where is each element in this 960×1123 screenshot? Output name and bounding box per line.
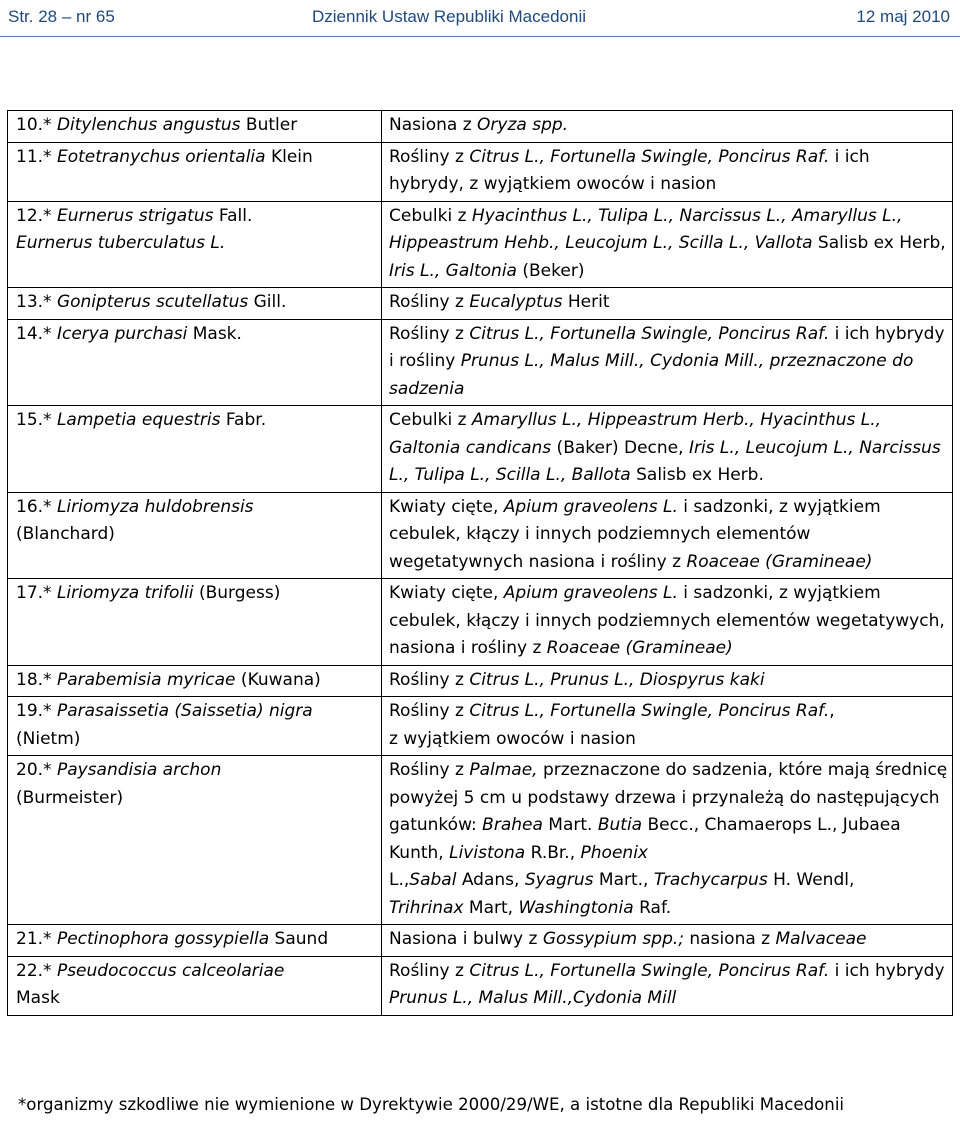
entry-number: 19. (16, 701, 44, 721)
italic-name: Parabemisia myricae (56, 669, 236, 690)
text-run: R.Br., (525, 842, 581, 863)
text-run: , (829, 701, 835, 721)
text-run: i ich hybrydy, z wyjątkiem owoców i nasion (389, 146, 870, 194)
italic-name: Washingtonia (518, 897, 634, 918)
organism-cell: 10.* Ditylenchus angustus Butler (8, 111, 382, 143)
text-run: Cebulki z (389, 205, 472, 226)
text-run: (Burmeister) (16, 787, 124, 808)
table-row (8, 288, 953, 320)
table-row (8, 925, 953, 957)
entry-number: 12. (16, 205, 44, 226)
text-run: Mart, (463, 897, 519, 918)
text-run: Raf. (633, 897, 672, 918)
italic-name: Apium graveolens L. (503, 583, 678, 603)
italic-name: Ditylenchus angustus (56, 115, 241, 135)
table-row (8, 111, 953, 143)
host-cell (382, 111, 953, 143)
italic-name: Apium graveolens L. (503, 496, 678, 517)
text-run: Nasiona z (389, 115, 478, 135)
text-run: i sadzonki, z wyjątkiem cebulek, kłączy i innych podziemnych elementów wegetatywych, nasiona i rośliny z (389, 583, 945, 658)
italic-name: Butia (597, 815, 643, 835)
italic-name: Syagrus (524, 870, 594, 890)
organism-cell: 20.* Paysandisia archon (Burmeister) (8, 756, 382, 925)
pest-table (7, 110, 953, 1016)
italic-name: Citrus L., Prunus L., Diospyrus kaki (469, 669, 765, 690)
host-cell (382, 142, 953, 201)
text-run: nasiona z (684, 929, 776, 949)
italic-name: Eurnerus strigatus (56, 205, 214, 226)
italic-name: Eurnerus tuberculatus L. (16, 233, 226, 253)
italic-name: Paysandisia archon (56, 760, 222, 780)
host-cell (382, 956, 953, 1015)
host-cell (382, 579, 953, 666)
organism-cell: 12.* Eurnerus strigatus Fall. Eurnerus tuberculatus L. (8, 201, 382, 288)
text-run: (Burgess) (193, 583, 281, 603)
entry-number: 10. (16, 115, 44, 135)
text-run: Herit (562, 292, 610, 312)
text-run: Rośliny z (389, 323, 470, 344)
table-row (8, 492, 953, 579)
table-row (8, 697, 953, 756)
table-row (8, 142, 953, 201)
text-run: H. Wendl, (767, 870, 855, 890)
page-header (0, 0, 960, 37)
italic-name: Gossypium spp.; (542, 929, 684, 949)
text-run: z wyjątkiem owoców i nasion (389, 728, 636, 749)
table-row (8, 756, 953, 925)
organism-cell: 13.* Gonipterus scutellatus Gill. (8, 288, 382, 320)
host-cell (382, 288, 953, 320)
italic-name: Gonipterus scutellatus (56, 292, 249, 312)
italic-name: Amaryllus L., Hippeastrum Herb., Hyacinthus L., Galtonia candicans (389, 410, 882, 458)
organism-cell: 22.* Pseudococcus calceolariae Mask (8, 956, 382, 1015)
text-run: L., (389, 870, 410, 890)
host-cell (382, 697, 953, 756)
text-run: Mask (16, 988, 60, 1008)
host-cell (382, 665, 953, 697)
table-row (8, 201, 953, 288)
text-run: Nasiona i bulwy z (389, 929, 543, 949)
italic-name: Prunus L., Malus Mill.,Cydonia Mill (389, 988, 677, 1008)
italic-name: Palmae, (469, 760, 538, 780)
organism-cell: 18.* Parabemisia myricae (Kuwana) (8, 665, 382, 697)
italic-name: Citrus L., Fortunella Swingle, Poncirus Raf. (469, 701, 830, 721)
entry-number: 17. (16, 583, 44, 603)
italic-name: Eotetranychus orientalia (56, 146, 266, 167)
entry-number: 13. (16, 292, 44, 312)
italic-name: Eucalyptus (469, 292, 563, 312)
journal-title: Dziennik Ustaw Republiki Macedonii (312, 7, 587, 26)
text-run: Adans, (456, 870, 525, 890)
host-cell (382, 925, 953, 957)
italic-name: Icerya purchasi (56, 323, 188, 344)
text-run: (Beker) (516, 260, 585, 281)
text-run: Rośliny z (389, 701, 470, 721)
italic-name: Liriomyza huldobrensis (56, 496, 254, 517)
text-run: Gill. (248, 292, 287, 312)
text-run: Fabr. (220, 410, 267, 430)
text-run: Rośliny z (389, 292, 470, 312)
text-run: Mart. (542, 815, 598, 835)
text-run: Kwiaty cięte, (389, 496, 504, 517)
text-run: Rośliny z (389, 960, 470, 981)
italic-name: Prunus L., Malus Mill., Cydonia Mill., przeznaczone do sadzenia (389, 351, 914, 399)
text-run: i sadzonki, z wyjątkiem cebulek, kłączy i innych podziemnych elementów wegetatywnych nasiona i rośliny z (389, 496, 881, 572)
text-run: przeznaczone do sadzenia, które mają średnicę powyżej 5 cm u podstawy drzewa i przynależą do następujących gatunków: (389, 760, 948, 835)
italic-name: Roaceae (Gramineae) (546, 638, 733, 658)
italic-name: Citrus L., Fortunella Swingle, Poncirus Raf. (469, 323, 830, 344)
italic-name: Pectinophora gossypiella (56, 929, 270, 949)
italic-name: Sabal (409, 870, 457, 890)
table-row (8, 665, 953, 697)
text-run: Saund (269, 929, 329, 949)
italic-name: Roaceae (Gramineae) (686, 551, 873, 572)
organism-cell: 17.* Liriomyza trifolii (Burgess) (8, 579, 382, 666)
italic-name: Malvaceae (775, 929, 867, 949)
italic-name: Pseudococcus calceolariae (56, 960, 285, 981)
text-run: Rośliny z (389, 669, 470, 690)
text-run: Rośliny z (389, 760, 470, 780)
text-run: Salisb ex Herb, (812, 233, 946, 253)
text-run: (Baker) Decne, (551, 437, 689, 458)
italic-name: Trihrinax (389, 897, 464, 918)
text-run: (Blanchard) (16, 524, 115, 544)
host-cell (382, 319, 953, 406)
footnote: *organizmy szkodliwe nie wymienione w Dyrektywie 2000/29/WE, a istotne dla Republiki Macedonii (18, 1095, 845, 1114)
table-row (8, 579, 953, 666)
host-cell (382, 756, 953, 925)
italic-name: Citrus L., Fortunella Swingle, Poncirus Raf. (469, 960, 830, 981)
text-run: i ich hybrydy i rośliny (389, 323, 945, 371)
italic-name: Liriomyza trifolii (56, 583, 194, 603)
italic-name: Iris L., Galtonia (389, 260, 517, 281)
italic-name: Livistona (449, 842, 526, 863)
italic-name: Brahea (482, 815, 543, 835)
organism-cell: 14.* Icerya purchasi Mask. (8, 319, 382, 406)
text-run: Butler (240, 115, 298, 135)
host-cell (382, 492, 953, 579)
entry-number: 15. (16, 410, 44, 430)
organism-cell: 19.* Parasaissetia (Saissetia) nigra (Nietm) (8, 697, 382, 756)
entry-number: 21. (16, 929, 44, 949)
organism-cell: 16.* Liriomyza huldobrensis (Blanchard) (8, 492, 382, 579)
italic-name: Parasaissetia (Saissetia) nigra (56, 701, 313, 721)
entry-number: 16. (16, 496, 44, 517)
text-run: Mask. (187, 323, 242, 344)
text-run: (Nietm) (16, 728, 81, 749)
entry-number: 20. (16, 760, 44, 780)
text-run: Mart., (593, 870, 654, 890)
text-run: (Kuwana) (235, 669, 321, 690)
host-cell (382, 406, 953, 493)
entry-number: 22. (16, 960, 44, 981)
table-row (8, 406, 953, 493)
text-run: Salisb ex Herb. (630, 465, 764, 485)
italic-name: Iris L., Leucojum L., Narcissus L., Tulipa L., Scilla L., Ballota (389, 437, 941, 485)
italic-name: Hyacinthus L., Tulipa L., Narcissus L., Amaryllus L., Hippeastrum Hehb., Leucojum L., Scilla L., Vallota (389, 205, 903, 253)
page-number: Str. 28 – nr 65 (8, 7, 115, 26)
organism-cell: 11.* Eotetranychus orientalia Klein (8, 142, 382, 201)
italic-name: Citrus L., Fortunella Swingle, Poncirus Raf. (469, 146, 830, 167)
text-run: Kwiaty cięte, (389, 583, 504, 603)
table-row (8, 319, 953, 406)
text-run: i ich hybrydy (829, 960, 945, 981)
italic-name: Phoenix (580, 842, 648, 863)
entry-number: 14. (16, 323, 44, 344)
host-cell (382, 201, 953, 288)
italic-name: Trachycarpus (653, 870, 768, 890)
organism-cell: 21.* Pectinophora gossypiella Saund (8, 925, 382, 957)
text-run: Rośliny z (389, 146, 470, 167)
text-run: Fall. (213, 205, 253, 226)
italic-name: Lampetia equestris (56, 410, 221, 430)
text-run: Klein (265, 146, 313, 167)
text-run: Becc., Chamaerops L., Jubaea Kunth, (389, 815, 901, 863)
text-run: Cebulki z (389, 410, 472, 430)
italic-name: Oryza spp. (477, 115, 569, 135)
entry-number: 18. (16, 669, 44, 690)
entry-number: 11. (16, 146, 44, 167)
table-row (8, 956, 953, 1015)
organism-cell: 15.* Lampetia equestris Fabr. (8, 406, 382, 493)
issue-date: 12 maj 2010 (856, 7, 950, 26)
